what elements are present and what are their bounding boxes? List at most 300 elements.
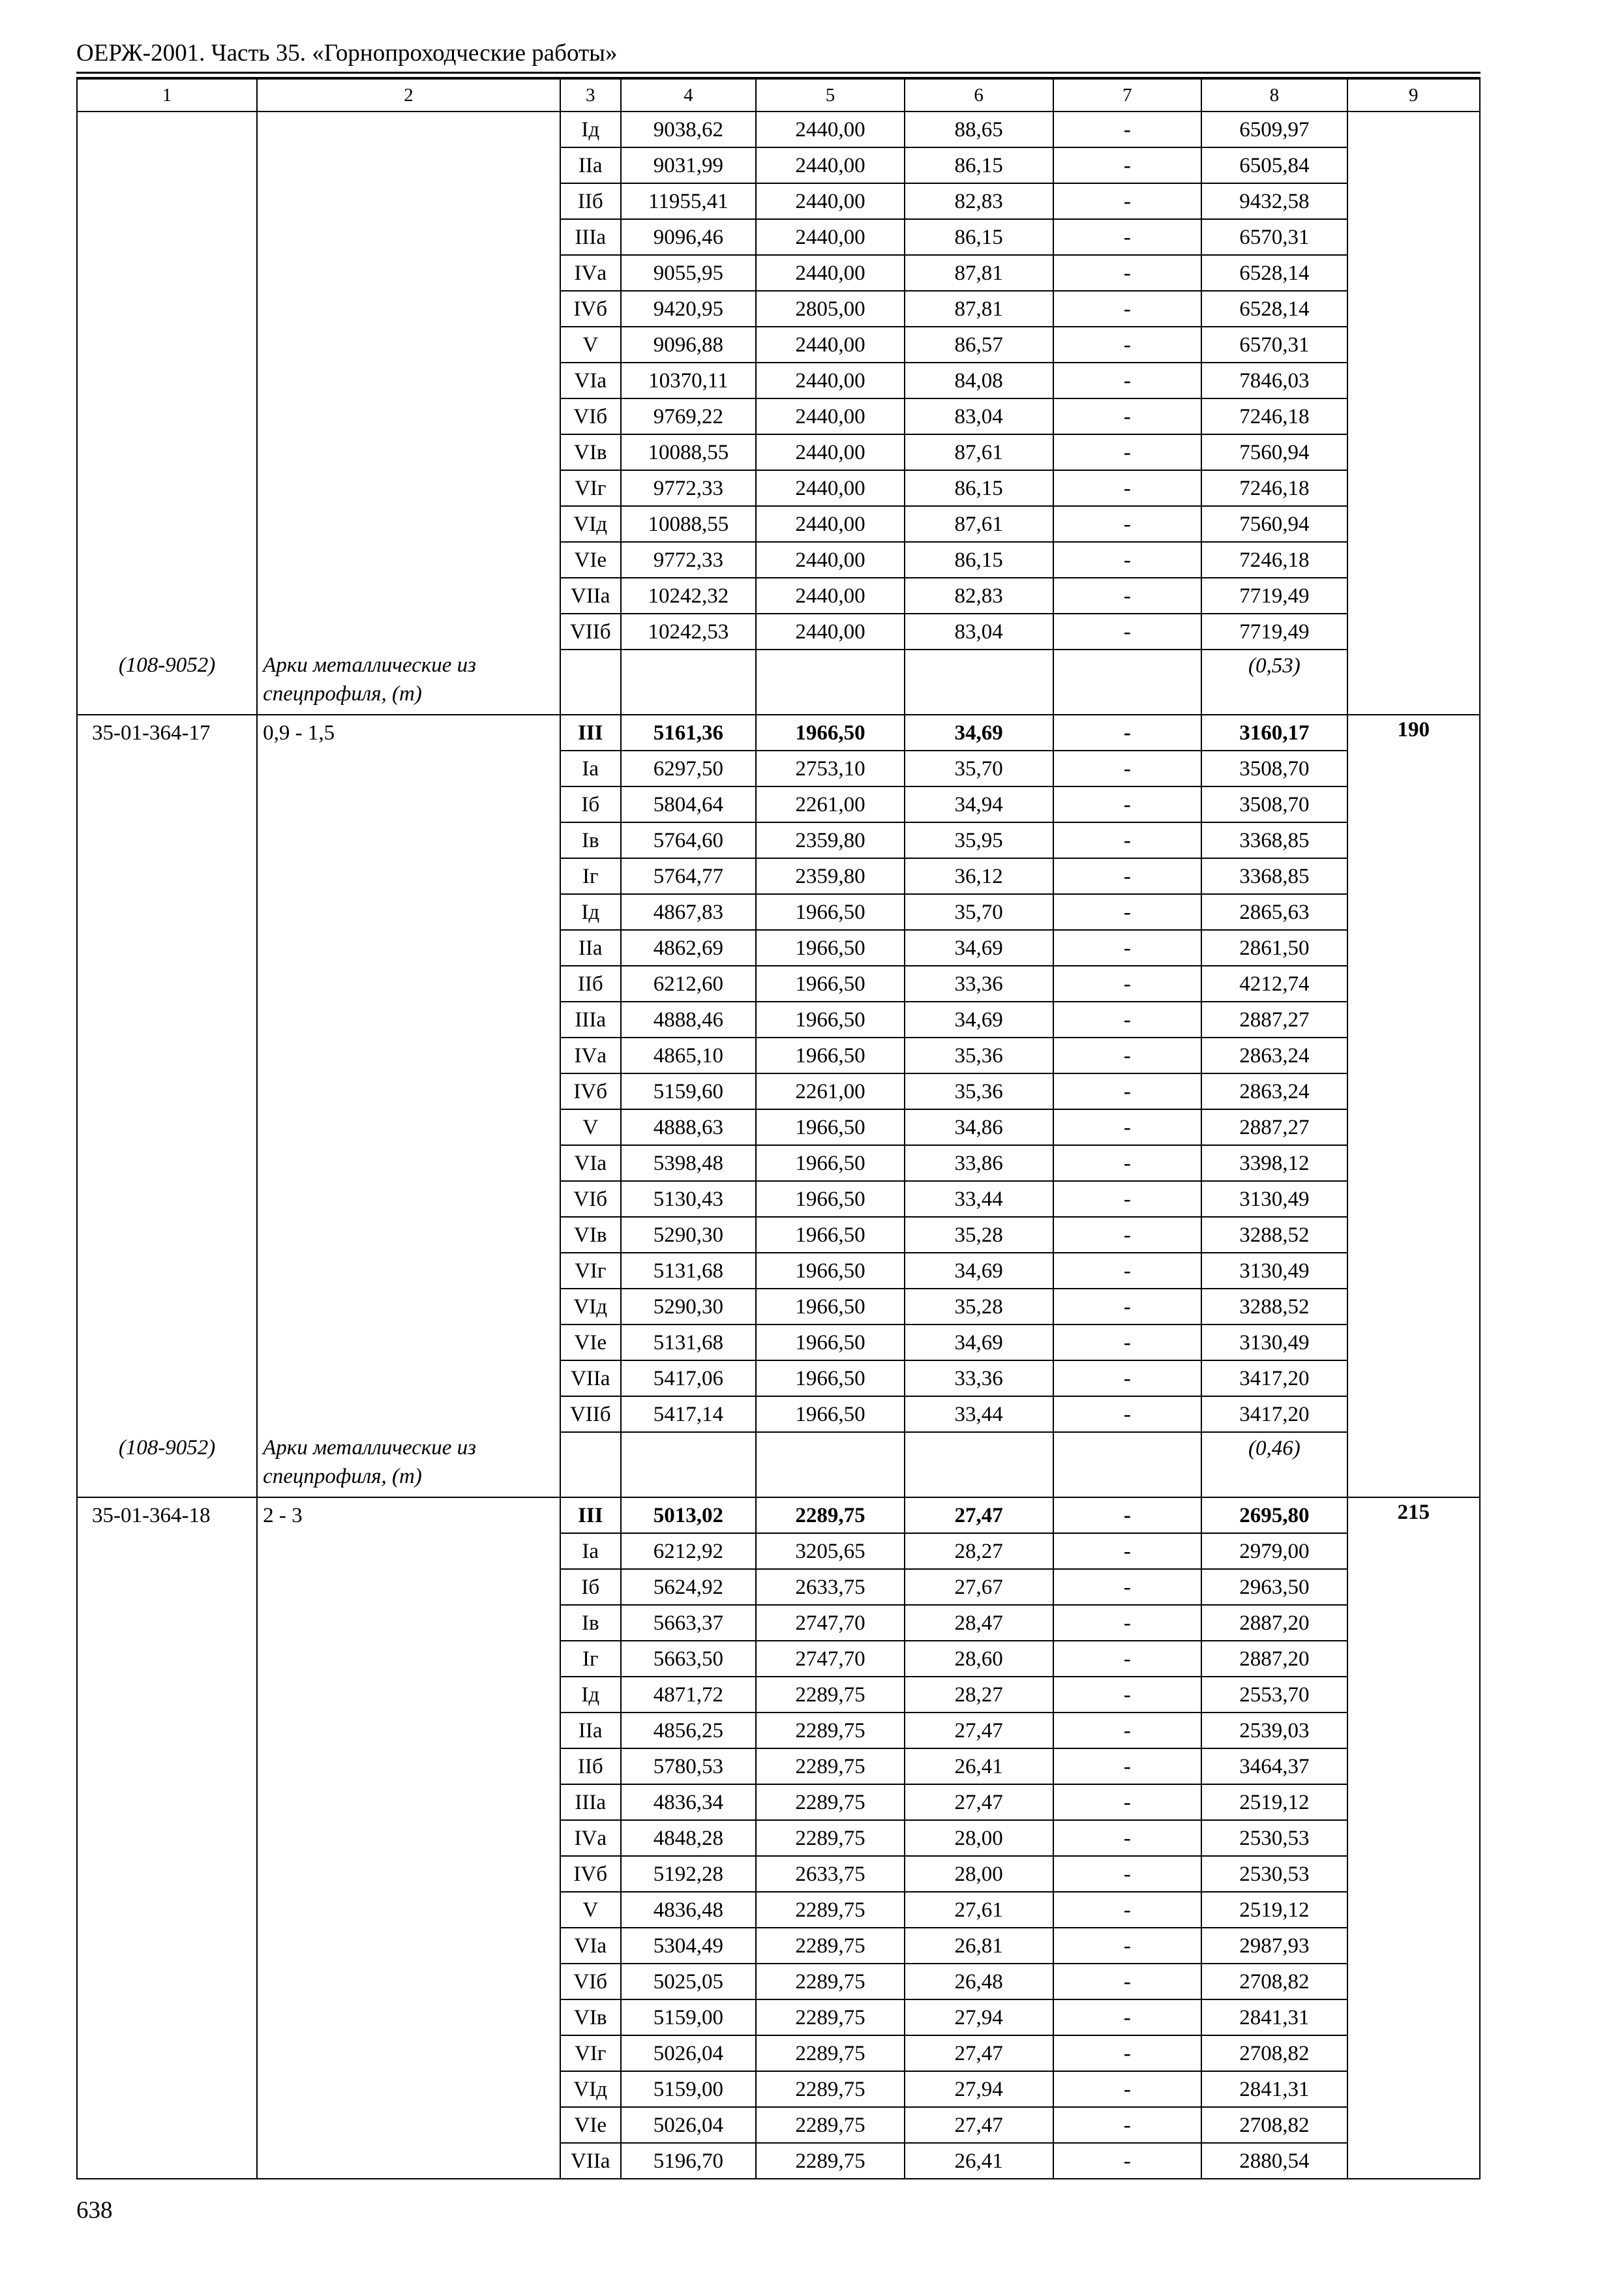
total-cost-cell: 5804,64 <box>621 786 757 822</box>
code-cell <box>77 1928 257 1964</box>
materials-cell: 2695,80 <box>1201 1497 1347 1533</box>
table-row <box>77 2143 1480 2179</box>
wage-cell: 2440,00 <box>756 614 905 650</box>
materials-cell: 2553,70 <box>1201 1677 1347 1713</box>
wage-cell: 2440,00 <box>756 255 905 291</box>
parameter-cell <box>257 1999 560 2035</box>
labor-cell <box>1347 966 1480 1002</box>
parameter-cell <box>257 1892 560 1928</box>
total-cost-cell: 5290,30 <box>621 1217 757 1253</box>
column-number: 2 <box>257 79 560 112</box>
materials-cell: 7246,18 <box>1201 542 1347 578</box>
section-cell: IIIа <box>560 219 621 255</box>
code-cell <box>77 112 257 147</box>
materials-cell: 7246,18 <box>1201 470 1347 506</box>
section-cell: VIв <box>560 1217 621 1253</box>
machinist-wage-cell: - <box>1053 2071 1202 2107</box>
table-row <box>77 1964 1480 1999</box>
total-cost-cell: 5161,36 <box>621 715 757 751</box>
machine-cell: 28,00 <box>905 1820 1053 1856</box>
table-row <box>77 1217 1480 1253</box>
labor-cell <box>1347 1217 1480 1253</box>
materials-cell: 3417,20 <box>1201 1396 1347 1432</box>
parameter-cell <box>257 1396 560 1432</box>
materials-cell: 2708,82 <box>1201 2107 1347 2143</box>
materials-cell: 2519,12 <box>1201 1784 1347 1820</box>
materials-cell: 6570,31 <box>1201 327 1347 363</box>
labor-cell <box>1347 542 1480 578</box>
empty-cell <box>905 650 1053 715</box>
code-cell <box>77 1641 257 1677</box>
materials-cell: 2530,53 <box>1201 1856 1347 1892</box>
table-row <box>77 1856 1480 1892</box>
labor-cell <box>1347 2071 1480 2107</box>
column-number: 5 <box>756 79 905 112</box>
total-cost-cell: 5196,70 <box>621 2143 757 2179</box>
section-cell: V <box>560 1109 621 1145</box>
code-cell <box>77 1713 257 1748</box>
code-cell <box>77 542 257 578</box>
labor-cell <box>1347 470 1480 506</box>
machine-cell: 28,00 <box>905 1856 1053 1892</box>
machinist-wage-cell: - <box>1053 219 1202 255</box>
machine-cell: 27,67 <box>905 1569 1053 1605</box>
machine-cell: 27,47 <box>905 1713 1053 1748</box>
machine-cell: 34,69 <box>905 1002 1053 1038</box>
parameter-cell <box>257 858 560 894</box>
table-row <box>77 1677 1480 1713</box>
code-cell <box>77 219 257 255</box>
labor-cell <box>1347 1964 1480 1999</box>
materials-cell: 2865,63 <box>1201 894 1347 930</box>
machine-cell: 88,65 <box>905 112 1053 147</box>
section-cell: VIг <box>560 470 621 506</box>
table-row <box>77 1324 1480 1360</box>
total-cost-cell: 5764,77 <box>621 858 757 894</box>
section-cell: VIе <box>560 2107 621 2143</box>
table-row <box>77 786 1480 822</box>
materials-cell: 3508,70 <box>1201 786 1347 822</box>
wage-cell: 2289,75 <box>756 2107 905 2143</box>
empty-cell <box>621 1432 757 1497</box>
machine-cell: 27,47 <box>905 2107 1053 2143</box>
machinist-wage-cell: - <box>1053 255 1202 291</box>
wage-cell: 1966,50 <box>756 966 905 1002</box>
wage-cell: 2633,75 <box>756 1856 905 1892</box>
machine-cell: 27,47 <box>905 2035 1053 2071</box>
total-cost-cell: 10088,55 <box>621 434 757 470</box>
labor-cell <box>1347 786 1480 822</box>
materials-cell: 2887,20 <box>1201 1641 1347 1677</box>
empty-cell <box>1053 650 1202 715</box>
table-row <box>77 2071 1480 2107</box>
table-row <box>77 1253 1480 1289</box>
parameter-cell <box>257 1181 560 1217</box>
wage-cell: 1966,50 <box>756 1038 905 1073</box>
section-cell: VIг <box>560 1253 621 1289</box>
code-cell <box>77 1892 257 1928</box>
code-cell <box>77 255 257 291</box>
section-cell: III <box>560 715 621 751</box>
machine-cell: 35,28 <box>905 1289 1053 1324</box>
materials-cell: 3130,49 <box>1201 1181 1347 1217</box>
materials-cell: 2880,54 <box>1201 2143 1347 2179</box>
wage-cell: 2440,00 <box>756 470 905 506</box>
labor-cell <box>1347 2035 1480 2071</box>
parameter-cell <box>257 1641 560 1677</box>
table-row <box>77 1360 1480 1396</box>
wage-cell: 1966,50 <box>756 1324 905 1360</box>
section-cell: VIе <box>560 542 621 578</box>
wage-cell: 2440,00 <box>756 398 905 434</box>
total-cost-cell: 10370,11 <box>621 363 757 398</box>
wage-cell: 2359,80 <box>756 858 905 894</box>
machine-cell: 33,36 <box>905 966 1053 1002</box>
materials-cell: 2708,82 <box>1201 1964 1347 1999</box>
wage-cell: 2805,00 <box>756 291 905 327</box>
machinist-wage-cell: - <box>1053 327 1202 363</box>
labor-cell <box>1347 112 1480 147</box>
machine-cell: 34,69 <box>905 1324 1053 1360</box>
page-title: ОЕРЖ-2001. Часть 35. «Горнопроходческие работы» <box>76 40 618 67</box>
labor-cell <box>1347 1533 1480 1569</box>
machine-cell: 35,36 <box>905 1073 1053 1109</box>
code-cell <box>77 1289 257 1324</box>
parameter-cell: 0,9 - 1,5 <box>257 715 560 751</box>
materials-cell: 2887,27 <box>1201 1002 1347 1038</box>
total-cost-cell: 9096,46 <box>621 219 757 255</box>
machine-cell: 34,69 <box>905 715 1053 751</box>
materials-cell: 3464,37 <box>1201 1748 1347 1784</box>
code-cell <box>77 858 257 894</box>
parameter-cell <box>257 1109 560 1145</box>
table-body <box>77 79 1480 2179</box>
labor-cell <box>1347 1928 1480 1964</box>
table-row <box>77 219 1480 255</box>
machinist-wage-cell: - <box>1053 1713 1202 1748</box>
labor-cell <box>1347 1999 1480 2035</box>
machine-cell: 27,94 <box>905 1999 1053 2035</box>
machine-cell: 34,94 <box>905 786 1053 822</box>
section-cell: VIIа <box>560 2143 621 2179</box>
parameter-cell <box>257 1324 560 1360</box>
section-cell: VIе <box>560 1324 621 1360</box>
code-cell <box>77 930 257 966</box>
total-cost-cell: 4836,48 <box>621 1892 757 1928</box>
machine-cell: 84,08 <box>905 363 1053 398</box>
parameter-cell <box>257 291 560 327</box>
total-cost-cell: 5304,49 <box>621 1928 757 1964</box>
total-cost-cell: 4867,83 <box>621 894 757 930</box>
materials-cell: 2963,50 <box>1201 1569 1347 1605</box>
parameter-cell <box>257 894 560 930</box>
section-cell: IVб <box>560 1856 621 1892</box>
machinist-wage-cell: - <box>1053 894 1202 930</box>
section-cell: Iд <box>560 112 621 147</box>
column-number-row <box>77 79 1480 112</box>
machinist-wage-cell: - <box>1053 291 1202 327</box>
table-row <box>77 751 1480 786</box>
labor-cell <box>1347 1073 1480 1109</box>
machinist-wage-cell: - <box>1053 2143 1202 2179</box>
parameter-cell <box>257 1073 560 1109</box>
wage-cell: 2440,00 <box>756 542 905 578</box>
code-cell <box>77 1038 257 1073</box>
column-number: 8 <box>1201 79 1347 112</box>
machinist-wage-cell: - <box>1053 1217 1202 1253</box>
code-cell <box>77 2071 257 2107</box>
labor-cell <box>1347 1677 1480 1713</box>
empty-cell <box>905 1432 1053 1497</box>
table-row <box>77 1605 1480 1641</box>
total-cost-cell: 4888,46 <box>621 1002 757 1038</box>
code-cell <box>77 2107 257 2143</box>
total-cost-cell: 5159,00 <box>621 2071 757 2107</box>
materials-cell: 2979,00 <box>1201 1533 1347 1569</box>
total-cost-cell: 4856,25 <box>621 1713 757 1748</box>
wage-cell: 1966,50 <box>756 1289 905 1324</box>
total-cost-cell: 6212,60 <box>621 966 757 1002</box>
wage-cell: 1966,50 <box>756 1360 905 1396</box>
machinist-wage-cell: - <box>1053 542 1202 578</box>
section-cell: IIIа <box>560 1002 621 1038</box>
parameter-cell <box>257 398 560 434</box>
machinist-wage-cell: - <box>1053 1324 1202 1360</box>
table-row <box>77 1820 1480 1856</box>
section-cell: Iб <box>560 786 621 822</box>
machine-cell: 82,83 <box>905 183 1053 219</box>
parameter-cell <box>257 147 560 183</box>
wage-cell: 1966,50 <box>756 1181 905 1217</box>
wage-cell: 2289,75 <box>756 1677 905 1713</box>
total-cost-cell: 10242,32 <box>621 578 757 614</box>
labor-cell <box>1347 1109 1480 1145</box>
parameter-cell <box>257 506 560 542</box>
section-cell: IIб <box>560 1748 621 1784</box>
machinist-wage-cell: - <box>1053 398 1202 434</box>
machinist-wage-cell: - <box>1053 1360 1202 1396</box>
total-cost-cell: 4865,10 <box>621 1038 757 1073</box>
labor-cell <box>1347 1253 1480 1289</box>
section-cell: IVб <box>560 291 621 327</box>
column-number: 1 <box>77 79 257 112</box>
total-cost-cell: 5192,28 <box>621 1856 757 1892</box>
code-cell <box>77 327 257 363</box>
section-cell: VIIа <box>560 578 621 614</box>
table-row <box>77 858 1480 894</box>
table-row <box>77 470 1480 506</box>
materials-cell: 2841,31 <box>1201 1999 1347 2035</box>
parameter-cell <box>257 470 560 506</box>
table-row <box>77 894 1480 930</box>
wage-cell: 2440,00 <box>756 434 905 470</box>
labor-cell <box>1347 1038 1480 1073</box>
machinist-wage-cell: - <box>1053 1820 1202 1856</box>
total-cost-cell: 9772,33 <box>621 542 757 578</box>
table-row <box>77 715 1480 751</box>
total-cost-cell: 5417,06 <box>621 1360 757 1396</box>
table-row <box>77 1533 1480 1569</box>
parameter-cell <box>257 434 560 470</box>
empty-cell <box>560 650 621 715</box>
section-cell: IIа <box>560 147 621 183</box>
labor-cell <box>1347 1641 1480 1677</box>
parameter-cell <box>257 614 560 650</box>
machine-cell: 87,61 <box>905 434 1053 470</box>
materials-cell: 7560,94 <box>1201 506 1347 542</box>
section-cell: III <box>560 1497 621 1533</box>
table-row <box>77 1181 1480 1217</box>
section-cell: Iд <box>560 894 621 930</box>
machinist-wage-cell: - <box>1053 1038 1202 1073</box>
code-cell <box>77 1324 257 1360</box>
total-cost-cell: 4862,69 <box>621 930 757 966</box>
wage-cell: 2289,75 <box>756 1928 905 1964</box>
wage-cell: 1966,50 <box>756 715 905 751</box>
labor-cell <box>1347 183 1480 219</box>
total-cost-cell: 6297,50 <box>621 751 757 786</box>
section-cell: IIIа <box>560 1784 621 1820</box>
parameter-cell <box>257 1253 560 1289</box>
total-cost-cell: 5130,43 <box>621 1181 757 1217</box>
machine-cell: 33,44 <box>905 1181 1053 1217</box>
total-cost-cell: 9420,95 <box>621 291 757 327</box>
total-cost-cell: 5131,68 <box>621 1324 757 1360</box>
materials-cell: 7246,18 <box>1201 398 1347 434</box>
resource-note-row <box>77 1432 1480 1497</box>
parameter-cell: 2 - 3 <box>257 1497 560 1533</box>
machine-cell: 26,41 <box>905 2143 1053 2179</box>
wage-cell: 2289,75 <box>756 2071 905 2107</box>
table-row <box>77 434 1480 470</box>
labor-cell <box>1347 2143 1480 2179</box>
materials-cell: 7560,94 <box>1201 434 1347 470</box>
wage-cell: 1966,50 <box>756 1002 905 1038</box>
code-cell <box>77 966 257 1002</box>
code-cell <box>77 1569 257 1605</box>
machinist-wage-cell: - <box>1053 1109 1202 1145</box>
section-cell: Iа <box>560 751 621 786</box>
table-row <box>77 822 1480 858</box>
total-cost-cell: 9772,33 <box>621 470 757 506</box>
labor-cell: 215 <box>1347 1497 1480 1533</box>
labor-cell <box>1347 930 1480 966</box>
labor-cell <box>1347 614 1480 650</box>
materials-cell: 6570,31 <box>1201 219 1347 255</box>
total-cost-cell: 4871,72 <box>621 1677 757 1713</box>
code-cell <box>77 1964 257 1999</box>
parameter-cell <box>257 578 560 614</box>
table-row <box>77 614 1480 650</box>
wage-cell: 2261,00 <box>756 786 905 822</box>
machine-cell: 83,04 <box>905 398 1053 434</box>
table-row <box>77 112 1480 147</box>
machine-cell: 87,81 <box>905 255 1053 291</box>
machinist-wage-cell: - <box>1053 1856 1202 1892</box>
parameter-cell <box>257 2071 560 2107</box>
section-cell: Iб <box>560 1569 621 1605</box>
section-cell: VIа <box>560 363 621 398</box>
empty-cell <box>1347 650 1480 715</box>
code-cell <box>77 1748 257 1784</box>
code-cell: 35-01-364-18 <box>77 1497 257 1533</box>
machine-cell: 27,47 <box>905 1784 1053 1820</box>
table-row <box>77 147 1480 183</box>
labor-cell <box>1347 147 1480 183</box>
labor-cell <box>1347 1324 1480 1360</box>
table-row <box>77 1641 1480 1677</box>
labor-cell <box>1347 2107 1480 2143</box>
total-cost-cell: 5764,60 <box>621 822 757 858</box>
machinist-wage-cell: - <box>1053 112 1202 147</box>
wage-cell: 2289,75 <box>756 1892 905 1928</box>
code-cell <box>77 1253 257 1289</box>
materials-cell: 3417,20 <box>1201 1360 1347 1396</box>
machine-cell: 33,86 <box>905 1145 1053 1181</box>
wage-cell: 2440,00 <box>756 363 905 398</box>
code-cell <box>77 1396 257 1432</box>
parameter-cell <box>257 966 560 1002</box>
table-row <box>77 1999 1480 2035</box>
total-cost-cell: 9769,22 <box>621 398 757 434</box>
table-row <box>77 291 1480 327</box>
section-cell: V <box>560 327 621 363</box>
section-cell: VIб <box>560 1964 621 1999</box>
section-cell: IIа <box>560 1713 621 1748</box>
column-number: 7 <box>1053 79 1202 112</box>
table-row <box>77 1396 1480 1432</box>
machinist-wage-cell: - <box>1053 1569 1202 1605</box>
machinist-wage-cell: - <box>1053 1145 1202 1181</box>
table-row <box>77 363 1480 398</box>
materials-cell: 2987,93 <box>1201 1928 1347 1964</box>
total-cost-cell: 6212,92 <box>621 1533 757 1569</box>
parameter-cell <box>257 1533 560 1569</box>
parameter-cell <box>257 1289 560 1324</box>
table-row <box>77 2107 1480 2143</box>
code-cell <box>77 1109 257 1145</box>
machinist-wage-cell: - <box>1053 858 1202 894</box>
code-cell <box>77 614 257 650</box>
materials-cell: 2708,82 <box>1201 2035 1347 2071</box>
materials-cell: 6528,14 <box>1201 291 1347 327</box>
machine-cell: 27,47 <box>905 1497 1053 1533</box>
machine-cell: 26,41 <box>905 1748 1053 1784</box>
wage-cell: 2440,00 <box>756 578 905 614</box>
code-cell <box>77 1145 257 1181</box>
section-cell: VIа <box>560 1145 621 1181</box>
parameter-cell <box>257 1002 560 1038</box>
section-cell: IIа <box>560 930 621 966</box>
materials-cell: 2841,31 <box>1201 2071 1347 2107</box>
materials-cell: 3288,52 <box>1201 1289 1347 1324</box>
wage-cell: 2440,00 <box>756 147 905 183</box>
machinist-wage-cell: - <box>1053 930 1202 966</box>
wage-cell: 2289,75 <box>756 1999 905 2035</box>
table-row <box>77 1928 1480 1964</box>
machine-cell: 27,94 <box>905 2071 1053 2107</box>
total-cost-cell: 5131,68 <box>621 1253 757 1289</box>
wage-cell: 2289,75 <box>756 2143 905 2179</box>
code-cell <box>77 894 257 930</box>
section-cell: IVа <box>560 1820 621 1856</box>
parameter-cell <box>257 183 560 219</box>
machinist-wage-cell: - <box>1053 1002 1202 1038</box>
section-cell: VIг <box>560 2035 621 2071</box>
wage-cell: 2289,75 <box>756 1497 905 1533</box>
table-row <box>77 1713 1480 1748</box>
table-row <box>77 1073 1480 1109</box>
